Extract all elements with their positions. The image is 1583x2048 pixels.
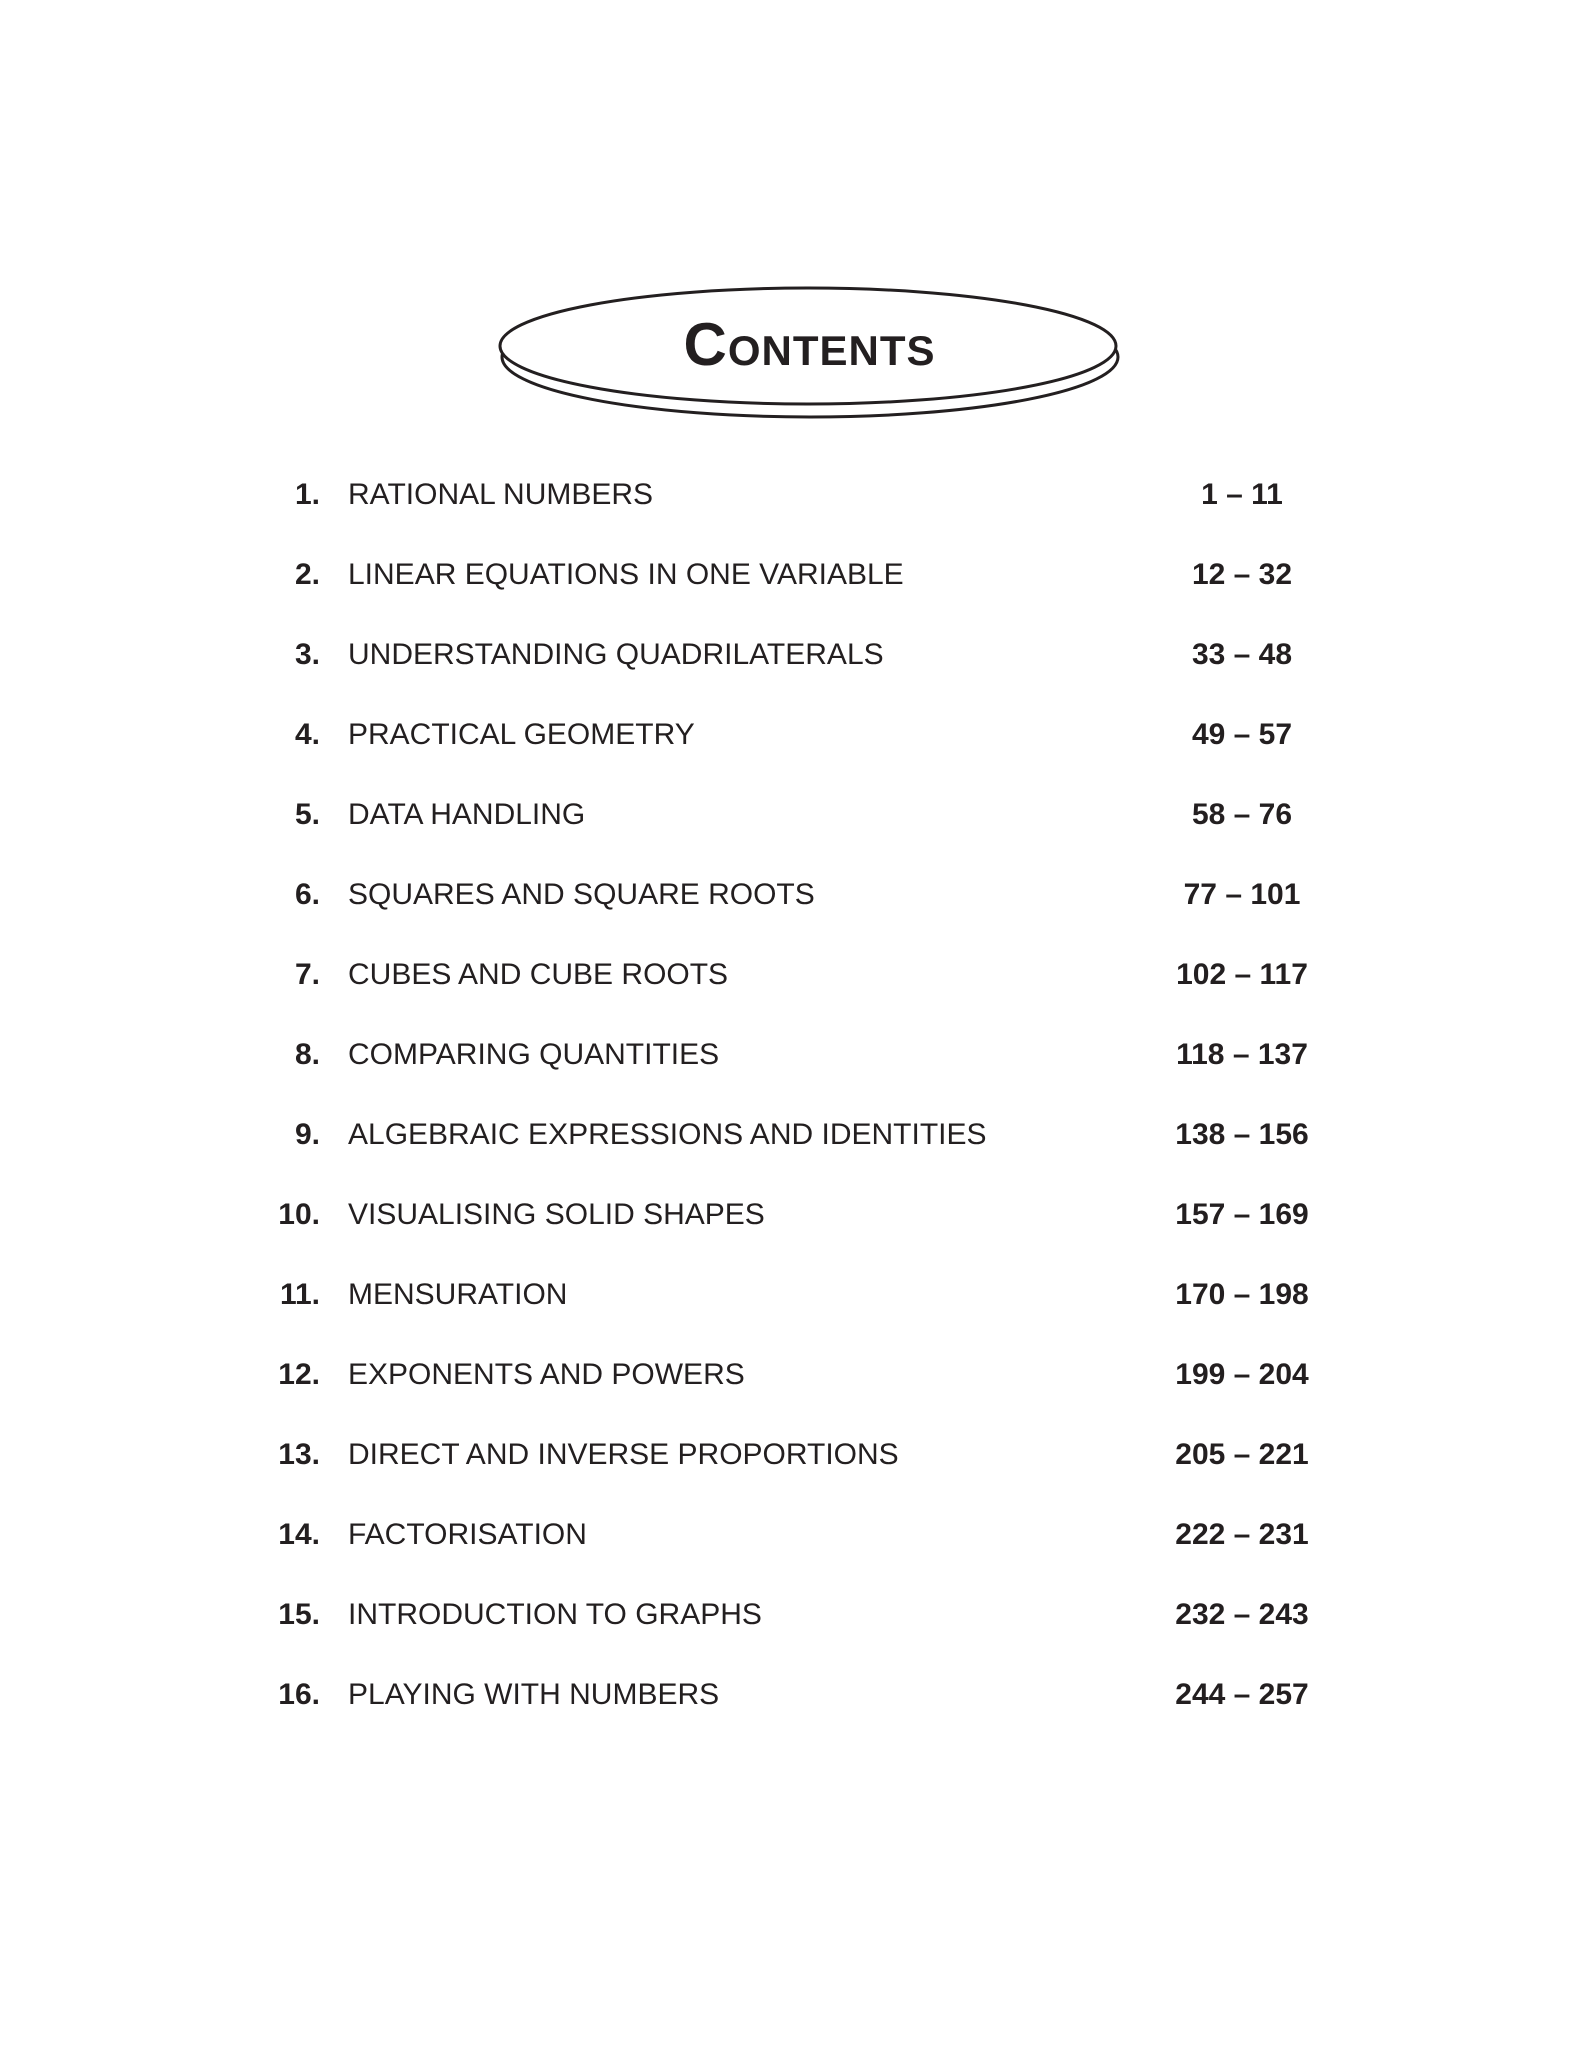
chapter-pages: 205 – 221 (1175, 1438, 1309, 1471)
chapter-pages: 138 – 156 (1175, 1118, 1309, 1151)
chapter-number: 3. (294, 638, 320, 671)
chapter-number: 13. (278, 1438, 320, 1471)
chapter-number: 1. (294, 478, 320, 511)
chapter-number: 15. (278, 1598, 320, 1631)
chapter-pages: 244 – 257 (1175, 1678, 1309, 1711)
toc-entry[interactable] (0, 475, 1583, 515)
chapter-title: VISUALISING SOLID SHAPES (348, 1198, 765, 1231)
toc-entry[interactable] (0, 1115, 1583, 1155)
chapter-title: LINEAR EQUATIONS IN ONE VARIABLE (348, 558, 904, 591)
toc-entry[interactable] (0, 635, 1583, 675)
chapter-number: 11. (279, 1278, 320, 1311)
chapter-pages: 58 – 76 (1191, 798, 1293, 831)
chapter-title: PRACTICAL GEOMETRY (348, 718, 695, 751)
chapter-title: RATIONAL NUMBERS (348, 478, 654, 511)
toc-entry[interactable] (0, 1675, 1583, 1715)
chapter-title: UNDERSTANDING QUADRILATERALS (348, 638, 884, 671)
chapter-pages: 77 – 101 (1183, 878, 1301, 911)
chapter-title: PLAYING WITH NUMBERS (348, 1678, 720, 1711)
chapter-number: 2. (294, 558, 320, 591)
chapter-pages: 222 – 231 (1175, 1518, 1309, 1551)
chapter-title: CUBES AND CUBE ROOTS (348, 958, 729, 991)
chapter-title: ALGEBRAIC EXPRESSIONS AND IDENTITIES (348, 1118, 987, 1151)
chapter-number: 6. (294, 878, 320, 911)
chapter-number: 10. (278, 1198, 320, 1231)
toc-entry[interactable] (0, 1595, 1583, 1635)
chapter-pages: 49 – 57 (1191, 718, 1293, 751)
chapter-pages: 170 – 198 (1175, 1278, 1309, 1311)
chapter-pages: 33 – 48 (1191, 638, 1293, 671)
chapter-pages: 232 – 243 (1175, 1598, 1309, 1631)
chapter-number: 8. (294, 1038, 320, 1071)
chapter-pages: 157 – 169 (1175, 1198, 1309, 1231)
toc-entry[interactable] (0, 1515, 1583, 1555)
chapter-number: 7. (294, 958, 320, 991)
chapter-title: FACTORISATION (348, 1518, 587, 1551)
chapter-number: 4. (294, 718, 320, 751)
toc-entry[interactable] (0, 1435, 1583, 1475)
chapter-pages: 118 – 137 (1176, 1038, 1308, 1071)
toc-entry[interactable] (0, 875, 1583, 915)
toc-entry[interactable] (0, 1355, 1583, 1395)
chapter-title: MENSURATION (348, 1278, 568, 1311)
toc-entry[interactable] (0, 1195, 1583, 1235)
chapter-pages: 12 – 32 (1191, 558, 1293, 591)
chapter-number: 14. (278, 1518, 320, 1551)
toc-entry[interactable] (0, 715, 1583, 755)
chapter-pages: 1 – 11 (1201, 478, 1283, 511)
chapter-number: 16. (278, 1678, 320, 1711)
toc-entry[interactable] (0, 1035, 1583, 1075)
page-title: Contents (683, 310, 936, 378)
chapter-title: COMPARING QUANTITIES (348, 1038, 720, 1071)
chapter-title: INTRODUCTION TO GRAPHS (348, 1598, 762, 1631)
chapter-title: DATA HANDLING (348, 798, 586, 831)
chapter-number: 5. (294, 798, 320, 831)
toc-entry[interactable] (0, 955, 1583, 995)
chapter-title: EXPONENTS AND POWERS (348, 1358, 745, 1391)
toc-entry[interactable] (0, 795, 1583, 835)
chapter-title: SQUARES AND SQUARE ROOTS (348, 878, 815, 911)
chapter-title: DIRECT AND INVERSE PROPORTIONS (348, 1438, 899, 1471)
chapter-number: 12. (278, 1358, 320, 1391)
toc-entry[interactable] (0, 555, 1583, 595)
toc-entry[interactable] (0, 1275, 1583, 1315)
chapter-pages: 199 – 204 (1175, 1358, 1309, 1391)
chapter-pages: 102 – 117 (1176, 958, 1308, 991)
chapter-number: 9. (294, 1118, 320, 1151)
